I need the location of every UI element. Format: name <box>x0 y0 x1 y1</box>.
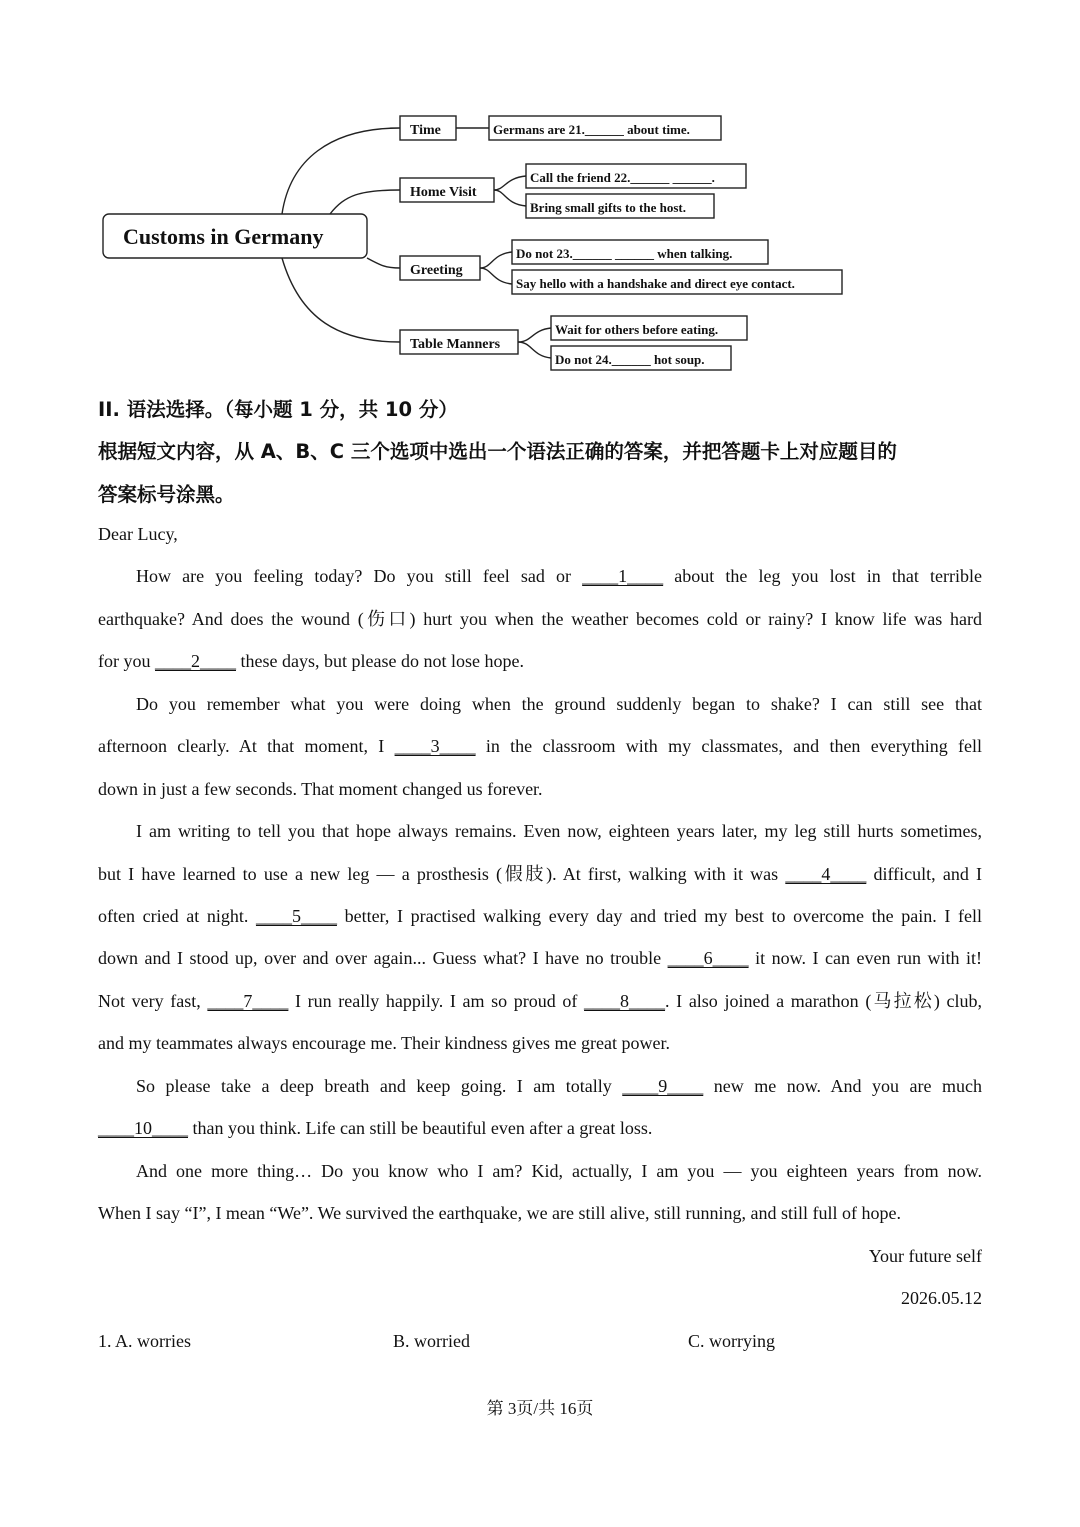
question-1-option-c: C. worrying <box>688 1331 775 1351</box>
letter-line: but I have learned to use a new leg — a prosthesis (假肢). At first, walking with it was ____4____ difficult, and I <box>98 864 982 884</box>
blank-8: ____8____ <box>584 991 666 1011</box>
item-table-2: Do not 24.______ hot soup. <box>555 352 705 367</box>
blank-3: ____3____ <box>394 736 476 756</box>
letter-line: ____10____ than you think. Life can still be beautiful even after a great loss. <box>98 1118 653 1138</box>
letter-line: for you ____2____ these days, but please do not lose hope. <box>98 651 524 671</box>
branch-label-table-manners: Table Manners <box>410 337 501 352</box>
item-greeting-2: Say hello with a handshake and direct eye contact. <box>516 276 795 291</box>
blank-7: ____7____ <box>207 991 289 1011</box>
letter-line: earthquake? And does the wound (伤口) hurt you when the weather becomes cold or rainy? I know life was hard <box>98 609 982 629</box>
blank-4: ____4____ <box>785 864 867 884</box>
blank-6: ____6____ <box>667 948 749 968</box>
letter-line: Do you remember what you were doing when the ground suddenly began to shake? I can still see that <box>136 694 982 714</box>
letter-line: down in just a few seconds. That moment changed us forever. <box>98 779 543 799</box>
branch-label-greeting: Greeting <box>410 263 463 278</box>
letter-greeting: Dear Lucy, <box>98 524 178 544</box>
blank-2: ____2____ <box>155 651 236 671</box>
mind-map-center-label: Customs in Germany <box>123 224 324 249</box>
letter-line: When I say “I”, I mean “We”. We survived the earthquake, we are still alive, still running, and still full of hope. <box>98 1203 902 1223</box>
customs-mind-map <box>0 0 1080 380</box>
item-time-1: Germans are 21.______ about time. <box>493 122 690 137</box>
blank-10: ____10____ <box>98 1118 188 1138</box>
item-home-visit-2: Bring small gifts to the host. <box>530 200 686 215</box>
letter-signature: Your future self <box>868 1246 982 1266</box>
blank-5: ____5____ <box>255 906 337 926</box>
letter-line: How are you feeling today? Do you still feel sad or ____1____ about the leg you lost in that terrible <box>136 566 982 586</box>
letter-line: down and I stood up, over and over again... Guess what? I have no trouble ____6____ it now. I can even run with it! <box>98 948 982 968</box>
question-1-option-b: B. worried <box>393 1331 470 1351</box>
instruction-line-2: 答案标号涂黑。 <box>98 483 235 506</box>
letter-line: Not very fast, ____7____ I run really happily. I am so proud of ____8____. I also joined a marathon (马拉松) club, <box>98 991 982 1011</box>
blank-9: ____9____ <box>622 1076 704 1096</box>
page-footer: 第 3页/共 16页 <box>486 1399 594 1418</box>
instruction-line-1: 根据短文内容，从 A、B、C 三个选项中选出一个语法正确的答案，并把答题卡上对应题目的 <box>98 440 897 463</box>
letter-line: often cried at night. ____5____ better, I practised walking every day and tried my best to overcome the pain. I fell <box>98 906 982 926</box>
blank-1: ____1____ <box>582 566 664 586</box>
letter-line: I am writing to tell you that hope always remains. Even now, eighteen years later, my leg still hurts sometimes, <box>136 821 982 841</box>
item-greeting-1: Do not 23.______ ______ when talking. <box>516 246 733 261</box>
section-heading: II. 语法选择。（每小题 1 分，共 10 分） <box>98 398 458 421</box>
letter-line: So please take a deep breath and keep going. I am totally ____9____ new me now. And you are much <box>136 1076 982 1096</box>
item-home-visit-1: Call the friend 22.______ ______. <box>530 170 715 185</box>
letter-line: and my teammates always encourage me. Their kindness gives me great power. <box>98 1033 670 1053</box>
branch-label-home-visit: Home Visit <box>410 185 477 200</box>
question-1-option-a: 1. A. worries <box>98 1331 191 1351</box>
branch-label-time: Time <box>410 123 441 138</box>
letter-date: 2026.05.12 <box>901 1288 982 1308</box>
item-table-1: Wait for others before eating. <box>555 322 719 337</box>
letter-line: And one more thing… Do you know who I am? Kid, actually, I am you — you eighteen years from now. <box>136 1161 982 1181</box>
letter-line: afternoon clearly. At that moment, I ____3____ in the classroom with my classmates, and then everything fell <box>98 736 982 756</box>
